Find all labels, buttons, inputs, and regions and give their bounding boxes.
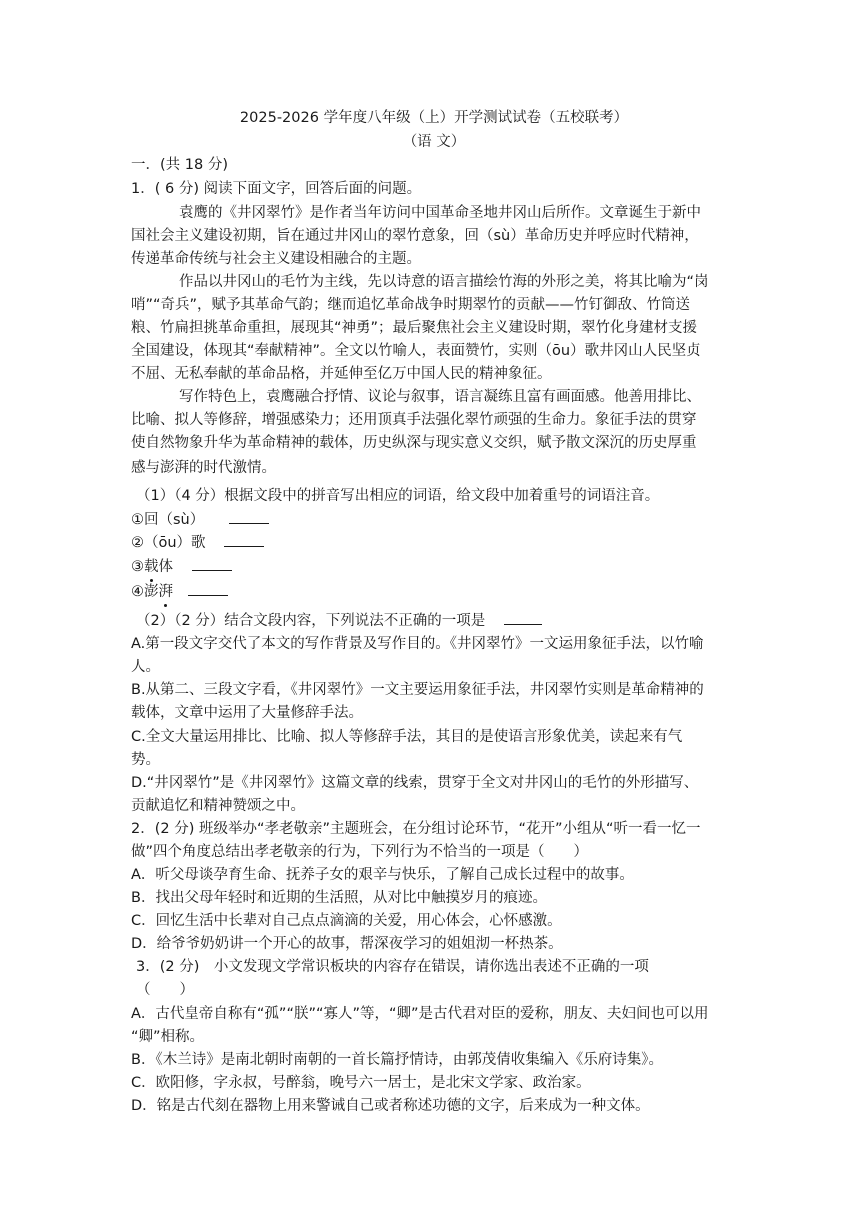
q1-sub1-item bbox=[131, 580, 228, 601]
q3-option-line[interactable]: C．欧阳修，字永叔，号醉翁，晚号六一居士，是北宋文学家、政治家。 bbox=[131, 1075, 591, 1091]
q1-passage-line: 感与澎湃的时代激情。 bbox=[131, 460, 276, 476]
q1-passage-line: 比喻、拟人等修辞，增强感染力；还用顶真手法强化翠竹顽强的生命力。象征手法的贯穿 bbox=[131, 412, 697, 428]
q2-stem-line: 做”四个角度总结出孝老敬亲的行为，下列行为不恰当的一项是（ ） bbox=[131, 844, 589, 860]
q1-sub2-option-line: 人。 bbox=[131, 659, 160, 675]
q1-sub2-option-line: 贡献追忆和精神赞颂之中。 bbox=[131, 798, 305, 814]
answer-blank[interactable] bbox=[188, 581, 228, 596]
q1-passage-line: 传递革命传统与社会主义建设相融合的主题。 bbox=[131, 251, 421, 267]
exam-subject: （语 文） bbox=[402, 134, 466, 150]
q1-passage-line: 使自然物象升华为革命精神的载体，历史纵深与现实意义交织，赋予散文深沉的历史厚重 bbox=[131, 435, 697, 451]
q1-passage-line: 国社会主义建设初期，旨在通过井冈山的翠竹意象，回（sù）革命历史并呼应时代精神， bbox=[131, 228, 699, 244]
q1-sub2-option-line: D.“井冈翠竹”是《井冈翠竹》这篇文章的线索，贯穿于全文对井冈山的毛竹的外形描写、 bbox=[131, 775, 699, 791]
q1-sub1-item-label: ①回（sù） bbox=[131, 512, 205, 528]
q1-sub2-prompt bbox=[136, 609, 542, 630]
q1-passage-line: 袁鹰的《井冈翠竹》是作者当年访问中国革命圣地井冈山后所作。文章诞生于新中 bbox=[179, 205, 701, 221]
q1-sub2-option-line: 势。 bbox=[131, 752, 160, 768]
q1-passage-line: 作品以井冈山的毛竹为主线，先以诗意的语言描绘竹海的外形之美，将其比喻为“岗 bbox=[179, 274, 709, 290]
exam-title: 2025-2026 学年度八年级（上）开学测试试卷（五校联考） bbox=[239, 110, 629, 126]
q1-passage-line: 写作特色上，袁鹰融合抒情、议论与叙事，语言凝练且富有画面感。他善用排比、 bbox=[179, 389, 701, 405]
q2-option[interactable]: C．回忆生活中长辈对自己点点滴滴的关爱，用心体会，心怀感激。 bbox=[131, 913, 562, 929]
q1-passage-line: 全国建设，体现其“奉献精神”。全文以竹喻人，表面赞竹，实则（ōu）歌井冈山人民坚贞 bbox=[131, 343, 701, 359]
q3-option-line: “卿”相称。 bbox=[131, 1029, 205, 1045]
q3-stem-line: 3．(2 分) 小文发现文学常识板块的内容存在错误，请你选出表述不正确的一项 bbox=[136, 959, 649, 975]
q1-sub1-item bbox=[131, 555, 232, 576]
q3-option-line[interactable]: D．铭是古代刻在器物上用来警诫自己或者称述功德的文字，后来成为一种文体。 bbox=[131, 1098, 650, 1114]
q1-sub1-prompt: （1）（4 分）根据文段中的拼音写出相应的词语，给文段中加着重号的词语注音。 bbox=[136, 488, 660, 504]
q2-option[interactable]: D．给爷爷奶奶讲一个开心的故事，帮深夜学习的姐姐沏一杯热茶。 bbox=[131, 936, 563, 952]
answer-blank[interactable] bbox=[229, 509, 269, 524]
q1-passage-line: 不屈、无私奉献的革命品格，并延伸至亿万中国人民的精神象征。 bbox=[131, 366, 552, 382]
q1-sub2-option-line: A.第一段文字交代了本文的写作背景及写作目的。《井冈翠竹》一文运用象征手法，以竹喻 bbox=[131, 636, 704, 652]
q1-sub2-prompt-text: （2）（2 分）结合文段内容，下列说法不正确的一项是 bbox=[136, 613, 486, 629]
q1-sub2-option-line: C.全文大量运用排比、比喻、拟人等修辞手法，其目的是使语言形象优美，读起来有气 bbox=[131, 729, 683, 745]
q1-sub2-option-line: 载体，文章中运用了大量修辞手法。 bbox=[131, 705, 363, 721]
q1-stem: 1．( 6 分) 阅读下面文字，回答后面的问题。 bbox=[131, 181, 422, 197]
q1-sub1-item bbox=[131, 531, 264, 552]
section-heading: 一．(共 18 分) bbox=[131, 157, 228, 173]
answer-blank[interactable] bbox=[504, 610, 542, 625]
q1-sub2-option-line: B.从第二、三段文字看，《井冈翠竹》一文主要运用象征手法，井冈翠竹实则是革命精神的 bbox=[131, 682, 704, 698]
q1-sub1-item-label: ②（ōu）歌 bbox=[131, 535, 206, 551]
q2-stem-line: 2．(2 分) 班级举办“孝老敬亲”主题班会，在分组讨论环节，“花开”小组从“听一看一忆一 bbox=[131, 821, 701, 837]
answer-blank[interactable] bbox=[192, 556, 232, 571]
q2-option[interactable]: B．找出父母年轻时和近期的生活照，从对比中触摸岁月的痕迹。 bbox=[131, 890, 547, 906]
q1-sub1-item-label: ③载体 bbox=[131, 559, 173, 575]
answer-blank[interactable] bbox=[224, 532, 264, 547]
q1-sub1-item-label: ④澎湃 bbox=[131, 584, 173, 600]
q2-option[interactable]: A．听父母谈孕育生命、抚养子女的艰辛与快乐，了解自己成长过程中的故事。 bbox=[131, 867, 634, 883]
q3-option-line[interactable]: A．古代皇帝自称有“孤”“朕”“寡人”等，“卿”是古代君对臣的爱称，朋友、夫妇间也可以用 bbox=[131, 1006, 709, 1022]
q1-passage-line: 哨”“奇兵”，赋予其革命气韵；继而追忆革命战争时期翠竹的贡献——竹钉御敌、竹筒送 bbox=[131, 297, 691, 313]
q1-passage-line: 粮、竹扁担挑革命重担，展现其“神勇”；最后聚焦社会主义建设时期，翠竹化身建材支援 bbox=[131, 320, 698, 336]
q3-stem-line: （ ） bbox=[136, 982, 194, 998]
q3-option-line[interactable]: B．《木兰诗》是南北朝时南朝的一首长篇抒情诗，由郭茂倩收集编入《乐府诗集》。 bbox=[131, 1052, 663, 1068]
q1-sub1-item bbox=[131, 508, 269, 529]
